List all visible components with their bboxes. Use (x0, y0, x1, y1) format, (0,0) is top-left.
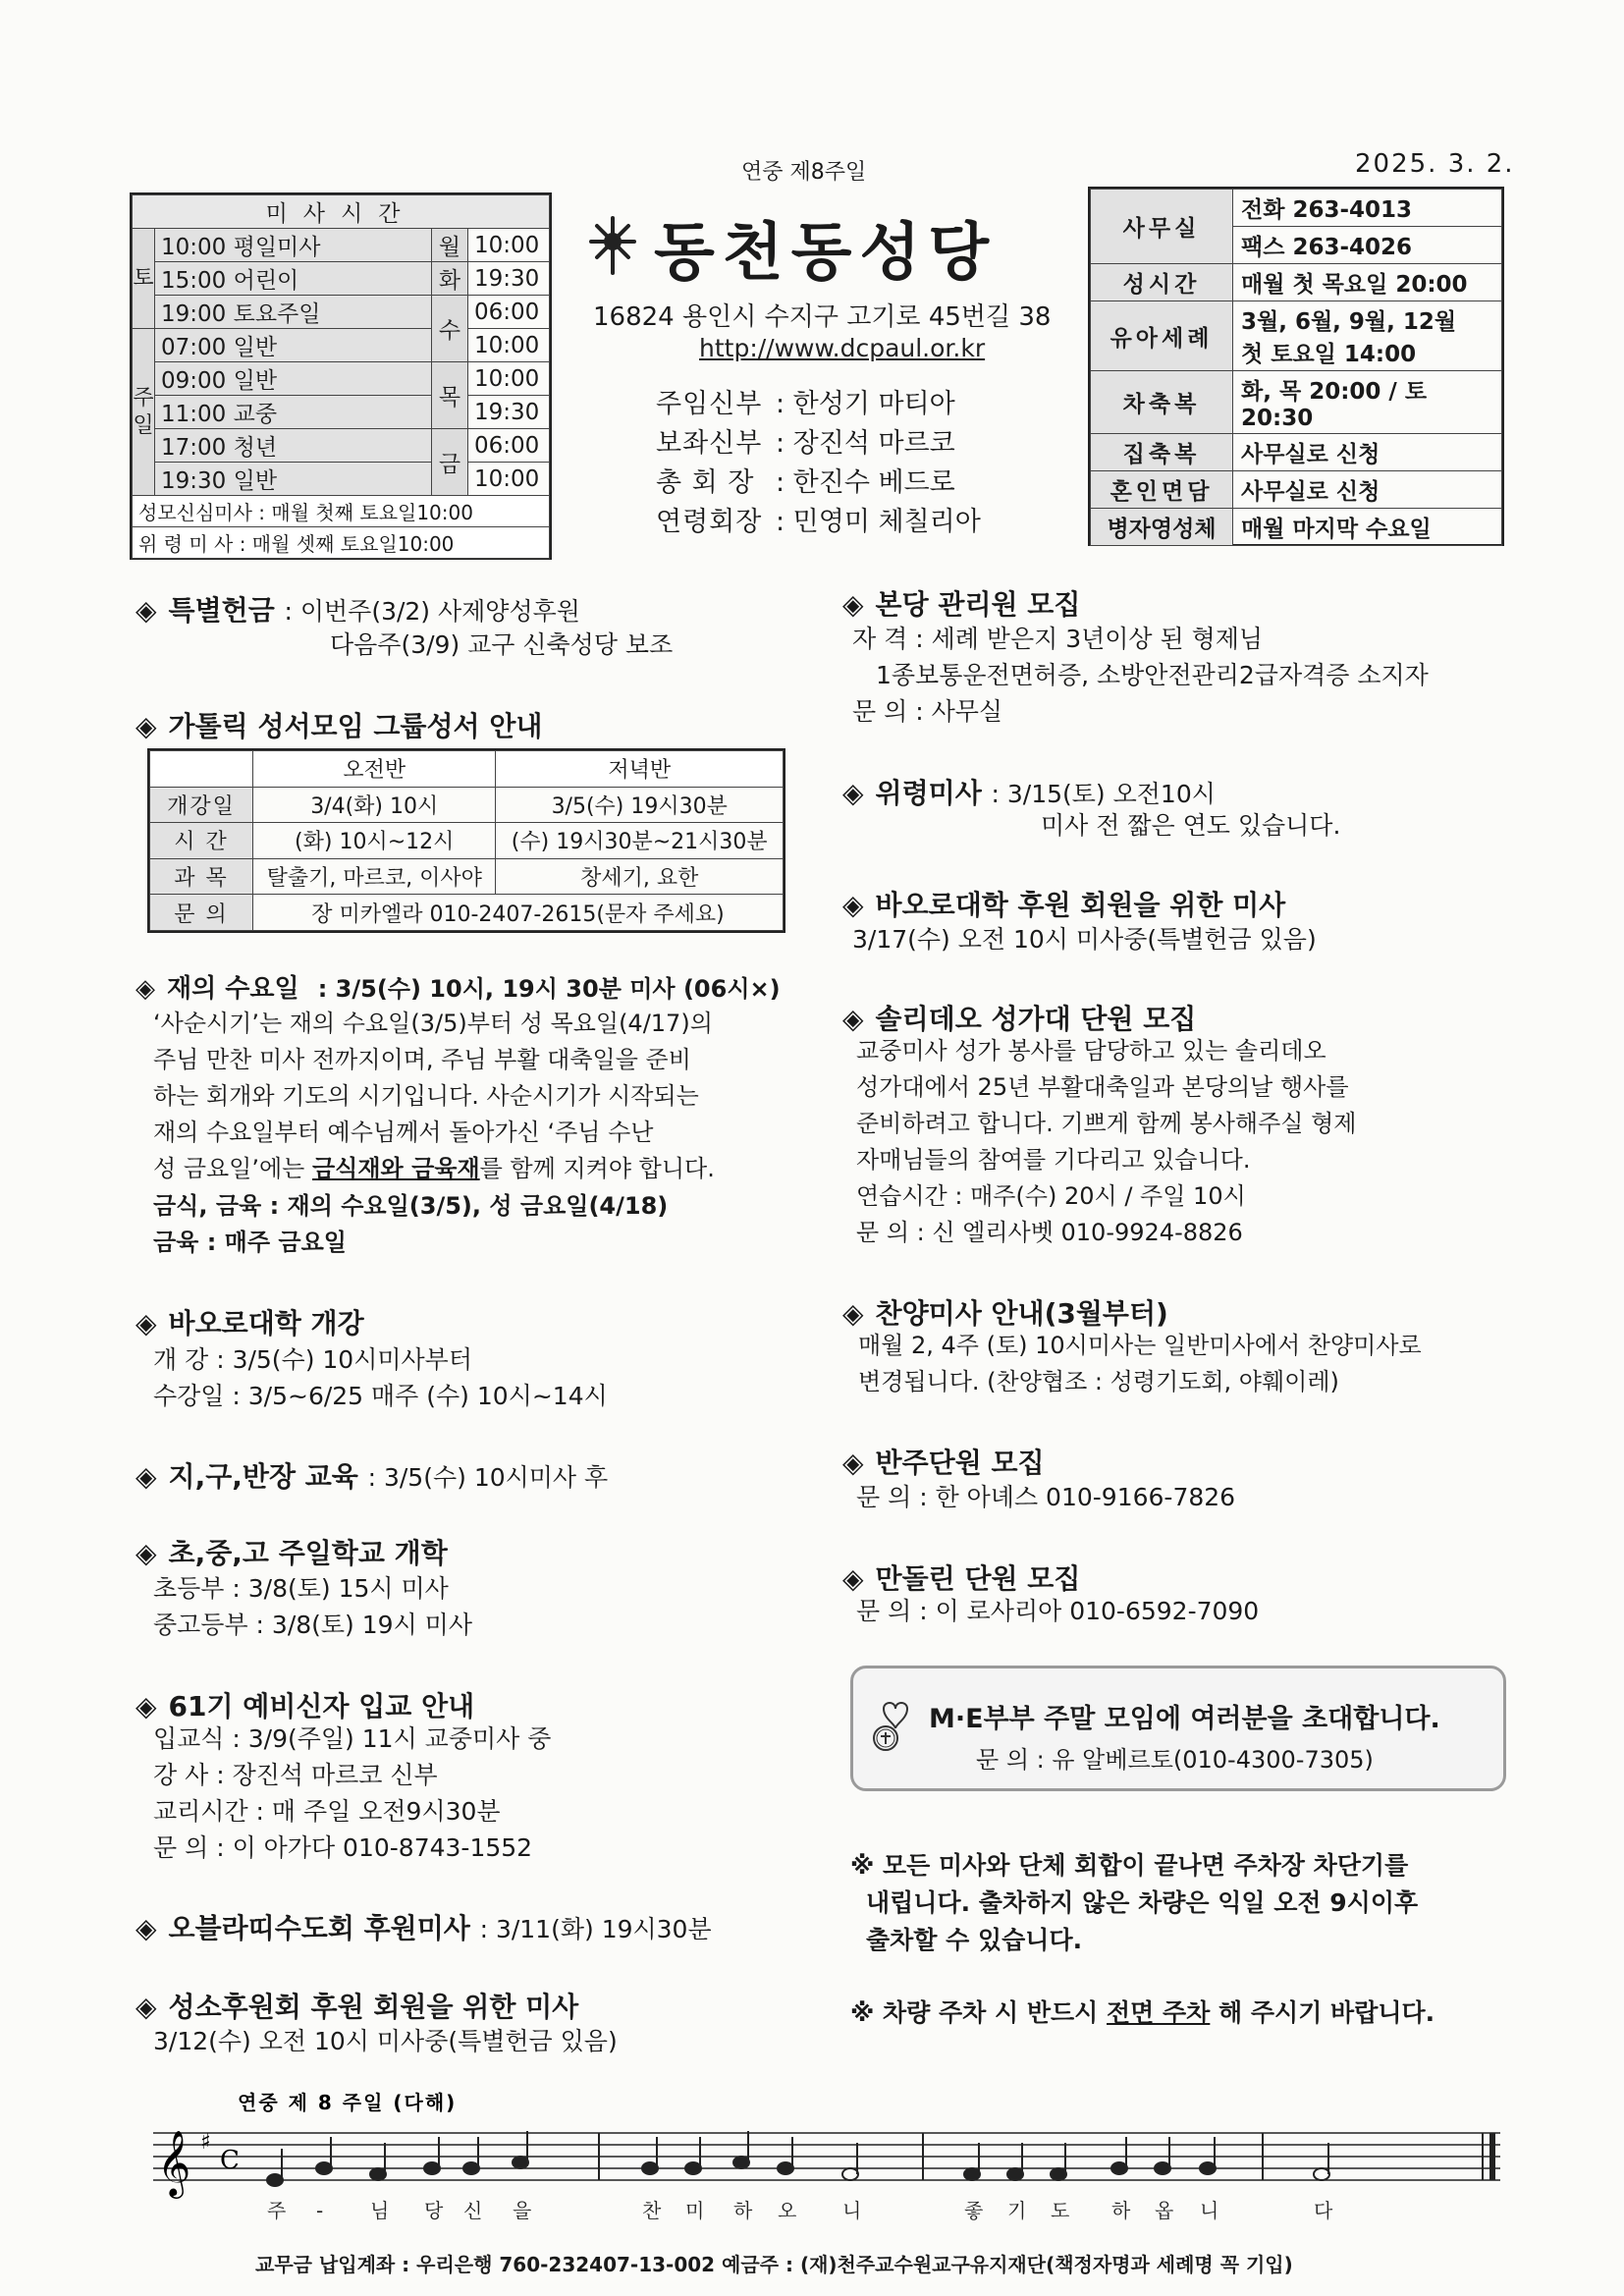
church-website-link[interactable]: http://www.dcpaul.or.kr (699, 334, 986, 362)
weekday-fri-time-1: 06:00 (468, 429, 550, 463)
fasting-rule-2: 금육 : 매주 금요일 (153, 1229, 347, 1256)
me-invitation-contact: 문 의 : 유 알베르토(010-4300-7305) (976, 1746, 1374, 1774)
mass-schedule-title: 미사시간 (133, 195, 550, 229)
ash-line-3: 하는 회개와 기도의 시기입니다. 사순시기가 시작되는 (153, 1082, 699, 1110)
ash-line-2: 주님 만찬 미사 전까지이며, 주님 부활 대축일을 준비 (153, 1046, 691, 1073)
choir-title: ◈ 솔리데오 성가대 단원 모집 (842, 1003, 1197, 1035)
hymn-title: 연중 제 8 주일 (다해) (238, 2092, 458, 2114)
diamond-bullet-icon: ◈ (135, 1991, 157, 2023)
choir-line-1: 교중미사 성가 봉사를 담당하고 있는 솔리데오 (856, 1037, 1326, 1065)
treble-clef-icon: 𝄞 (157, 2129, 191, 2196)
office-label: 사무실 (1091, 190, 1233, 264)
bible-row-label: 시 간 (150, 823, 253, 859)
front-parking-notice: ※ 차량 주차 시 반드시 전면 주차 해 주시기 바랍니다. (850, 1998, 1435, 2027)
holy-hour-value: 매월 첫 목요일 20:00 (1233, 264, 1502, 301)
bible-cell: 탈출기, 마르코, 이사야 (253, 858, 496, 895)
note-head (733, 2157, 749, 2168)
diamond-bullet-icon: ◈ (135, 1460, 157, 1493)
catechumen-line-1: 입교식 : 3/9(주일) 11시 교중미사 중 (153, 1724, 552, 1753)
lyric-syllable: 신 (463, 2199, 483, 2222)
sun-mass-5: 19:30 일반 (155, 463, 432, 496)
note-head (513, 2157, 528, 2168)
bible-cell: 창세기, 요한 (496, 858, 784, 895)
weekday-tue-time: 19:30 (468, 262, 550, 296)
sun-mass-4: 17:00 청년 (155, 429, 432, 463)
vocation-mass-title: ◈ 성소후원회 후원 회원을 위한 미사 (135, 1991, 579, 2023)
clergy-row: 보좌신부 : 장진석 마르코 (656, 428, 955, 459)
note-head (1314, 2168, 1329, 2180)
weekday-tue: 화 (432, 262, 468, 296)
church-address: 16824 용인시 수지구 고기로 45번길 38 (593, 302, 1052, 332)
paul-support-mass-title: ◈ 바오로대학 후원 회원을 위한 미사 (842, 889, 1286, 921)
lyric-syllable: 주 (267, 2199, 287, 2222)
bible-cell: (화) 10시~12시 (253, 823, 496, 859)
office-info-box (1088, 187, 1504, 546)
parking-notice-line-1: ※ 모든 미사와 단체 회합이 끝나면 주차장 차단기를 (850, 1851, 1409, 1880)
sunday-school-line-1: 초등부 : 3/8(토) 15시 미사 (153, 1574, 449, 1603)
vocation-mass-line: 3/12(수) 오전 10시 미사중(특별헌금 있음) (153, 2027, 618, 2055)
catechumen-line-3: 교리시간 : 매 주일 오전9시30분 (153, 1797, 501, 1826)
rings-heart-icon (864, 1695, 925, 1756)
infant-baptism-value: 3월, 6월, 9월, 12월 첫 토요일 14:00 (1233, 301, 1502, 371)
note-head (778, 2162, 793, 2174)
accompanist-contact: 문 의 : 한 아녜스 010-9166-7826 (856, 1483, 1236, 1511)
weekday-fri: 금 (432, 429, 468, 496)
diamond-bullet-icon: ◈ (842, 777, 864, 809)
bible-col-evening: 저녁반 (496, 751, 784, 788)
ash-wednesday-title: ◈ 재의 수요일 : 3/5(수) 10시, 19시 30분 미사 (06시×) (135, 974, 781, 1004)
weekday-wed-time-1: 06:00 (468, 296, 550, 329)
note-head (1007, 2168, 1023, 2180)
choir-contact: 문 의 : 신 엘리사벳 010-9924-8826 (856, 1219, 1243, 1246)
diamond-bullet-icon: ◈ (135, 710, 157, 742)
lyric-syllable: - (316, 2199, 324, 2222)
church-logo-icon (585, 214, 640, 277)
weekday-mon: 월 (432, 229, 468, 262)
clergy-row: 주임신부 : 한성기 마티아 (656, 389, 955, 419)
lyric-syllable: 다 (1314, 2199, 1333, 2222)
bible-cell: 3/5(수) 19시30분 (496, 787, 784, 823)
notes (267, 2131, 1329, 2186)
fasting-rule-1: 금식, 금육 : 재의 수요일(3/5), 성 금요일(4/18) (153, 1192, 669, 1220)
requiem-mass-note: 위 령 미 사 : 매월 셋째 토요일10:00 (133, 527, 550, 559)
note-head (1155, 2162, 1170, 2174)
oblate-mass-title: ◈ 오블라띠수도회 후원미사 : 3/11(화) 19시30분 (135, 1912, 712, 1944)
note-head (642, 2162, 658, 2174)
bible-group-table (149, 750, 784, 931)
district-education-title: ◈ 지,구,반장 교육 : 3/5(수) 10시미사 후 (135, 1460, 609, 1493)
lyric-syllable: 하 (733, 2199, 753, 2222)
marriage-interview-label: 혼인면담 (1091, 471, 1233, 509)
lyric-syllable: 오 (778, 2199, 797, 2222)
lyric-syllable: 니 (842, 2199, 862, 2222)
diamond-bullet-icon: ◈ (842, 1003, 864, 1035)
choir-line-4: 자매님들의 참여를 기다리고 있습니다. (856, 1146, 1251, 1174)
sick-communion-label: 병자영성체 (1091, 509, 1233, 546)
note-head (424, 2162, 440, 2174)
staff-lines (153, 2133, 1500, 2180)
lyric-syllable: 옵 (1155, 2199, 1174, 2222)
paul-univ-line-1: 개 강 : 3/5(수) 10시미사부터 (153, 1345, 472, 1374)
lyric-syllable: 당 (424, 2199, 444, 2222)
weekday-thu: 목 (432, 362, 468, 429)
marriage-interview-value: 사무실로 신청 (1233, 471, 1502, 509)
sat-mass-2: 15:00 어린이 (155, 262, 432, 296)
car-blessing-label: 차축복 (1091, 371, 1233, 434)
note-head (685, 2162, 701, 2174)
weekday-wed-time-2: 10:00 (468, 329, 550, 362)
bible-header-blank (150, 751, 253, 788)
sick-communion-value: 매월 마지막 수요일 (1233, 509, 1502, 546)
lyric-syllable: 기 (1007, 2199, 1027, 2222)
weekday-thu-time-1: 10:00 (468, 362, 550, 396)
key-signature: ♯ (200, 2130, 211, 2155)
caretaker-title: ◈ 본당 관리원 모집 (842, 588, 1081, 621)
praise-mass-line-2: 변경됩니다. (찬양협조 : 성령기도회, 야훼이레) (858, 1368, 1339, 1395)
parking-notice-line-3: 출차할 수 있습니다. (866, 1926, 1083, 1954)
note-head (463, 2162, 479, 2174)
catechumen-title: ◈ 61기 예비신자 입교 안내 (135, 1690, 475, 1722)
church-name: 동천동성당 (654, 217, 998, 290)
praise-mass-title: ◈ 찬양미사 안내(3월부터) (842, 1297, 1168, 1330)
accompanist-title: ◈ 반주단원 모집 (842, 1447, 1045, 1479)
me-invitation-title: M·E부부 주말 모임에 여러분을 초대합니다. (929, 1704, 1440, 1734)
ash-line-5: 성 금요일’에는 금식재와 금육재를 함께 지켜야 합니다. (153, 1155, 715, 1182)
lyric-syllable: 님 (370, 2199, 390, 2222)
house-blessing-label: 집축복 (1091, 434, 1233, 471)
clergy-list (656, 385, 981, 542)
requiem-mass-line: 미사 전 짧은 연도 있습니다. (1041, 811, 1341, 840)
choir-line-2: 성가대에서 25년 부활대축일과 본당의날 행사를 (856, 1073, 1349, 1101)
bible-cell: 3/4(화) 10시 (253, 787, 496, 823)
note-head (316, 2162, 332, 2174)
bible-contact: 장 미카엘라 010-2407-2615(문자 주세요) (253, 895, 784, 931)
note-head (1111, 2162, 1127, 2174)
choir-line-3: 준비하려고 합니다. 기쁘게 함께 봉사해주실 형제 (856, 1110, 1357, 1137)
lyric-syllable: 찬 (642, 2199, 662, 2222)
requiem-mass-title: ◈ 위령미사 : 3/15(토) 오전10시 (842, 777, 1216, 809)
paul-univ-line-2: 수강일 : 3/5~6/25 매주 (수) 10시~14시 (153, 1382, 608, 1410)
clergy-row: 연령회장 : 민영미 체칠리아 (656, 507, 981, 537)
infant-baptism-label: 유아세례 (1091, 301, 1233, 371)
diamond-bullet-icon: ◈ (135, 1537, 157, 1569)
bible-group-title: ◈ 가톨릭 성서모임 그룹성서 안내 (135, 710, 543, 742)
lyric-syllable: 도 (1051, 2199, 1070, 2222)
caretaker-line-1: 자 격 : 세례 받은지 3년이상 된 형제님 (852, 625, 1264, 653)
bible-cell: (수) 19시30분~21시30분 (496, 823, 784, 859)
praise-mass-line-1: 매월 2, 4주 (토) 10시미사는 일반미사에서 찬양미사로 (858, 1332, 1422, 1359)
lyrics (267, 2199, 1333, 2222)
lyric-syllable: 을 (513, 2199, 532, 2222)
office-fax: 팩스 263-4026 (1233, 227, 1502, 264)
note-head (1051, 2168, 1066, 2180)
weekday-fri-time-2: 10:00 (468, 463, 550, 496)
car-blessing-value: 화, 목 20:00 / 토 20:30 (1233, 371, 1502, 434)
hymn-score (147, 2092, 1506, 2229)
catechumen-line-4: 문 의 : 이 아가다 010-8743-1552 (153, 1833, 533, 1862)
diamond-bullet-icon: ◈ (135, 594, 157, 627)
diamond-bullet-icon: ◈ (842, 889, 864, 921)
bible-row-label: 개강일 (150, 787, 253, 823)
choir-practice-time: 연습시간 : 매주(수) 20시 / 주일 10시 (856, 1182, 1246, 1210)
diamond-bullet-icon: ◈ (135, 1912, 157, 1944)
sun-mass-1: 07:00 일반 (155, 329, 432, 362)
diamond-bullet-icon: ◈ (842, 1562, 864, 1595)
ash-line-1: ‘사순시기’는 재의 수요일(3/5)부터 성 목요일(4/17)의 (153, 1010, 713, 1037)
marian-mass-note: 성모신심미사 : 매월 첫째 토요일10:00 (133, 496, 550, 527)
diamond-bullet-icon: ◈ (135, 1307, 157, 1339)
mass-schedule-table (132, 194, 550, 559)
note-head (1200, 2162, 1216, 2174)
note-head (370, 2168, 386, 2180)
diamond-bullet-icon: ◈ (135, 1690, 157, 1722)
diamond-bullet-icon: ◈ (842, 1447, 864, 1479)
diamond-bullet-icon: ◈ (842, 1297, 864, 1330)
bible-row-label: 과 목 (150, 858, 253, 895)
note-head (964, 2168, 980, 2180)
sat-mass-3: 19:00 토요주일 (155, 296, 432, 329)
bible-col-morning: 오전반 (253, 751, 496, 788)
mandolin-title: ◈ 만돌린 단원 모집 (842, 1562, 1081, 1595)
issue-date: 2025. 3. 2. (1355, 149, 1515, 179)
note-head (842, 2168, 858, 2180)
lyric-syllable: 좋 (964, 2199, 984, 2222)
lyric-syllable: 미 (685, 2199, 705, 2222)
parking-notice-line-2: 내립니다. 출차하지 않은 차량은 익일 오전 9시이후 (866, 1888, 1419, 1917)
clergy-row: 총 회 장 : 한진수 베드로 (656, 467, 955, 498)
mandolin-contact: 문 의 : 이 로사리아 010-6592-7090 (856, 1597, 1260, 1625)
time-signature: C (220, 2146, 240, 2175)
weekday-thu-time-2: 19:30 (468, 396, 550, 429)
offering-account-info: 교무금 납입계좌 : 우리은행 760-232407-13-002 예금주 : (재)천주교수원교구유지재단(책정자명과 세례명 꼭 기입) (255, 2253, 1293, 2276)
holy-hour-label: 성시간 (1091, 264, 1233, 301)
paul-support-mass-line: 3/17(수) 오전 10시 미사중(특별헌금 있음) (852, 925, 1317, 954)
special-offering-title: ◈ 특별헌금 : 이번주(3/2) 사제양성후원 (135, 594, 580, 627)
lyric-syllable: 하 (1111, 2199, 1131, 2222)
bible-group-box (147, 748, 785, 933)
sun-mass-3: 11:00 교중 (155, 396, 432, 429)
saturday-label: 토 (133, 229, 155, 329)
paul-univ-title: ◈ 바오로대학 개강 (135, 1307, 364, 1339)
caretaker-line-2: 1종보통운전면허증, 소방안전관리2급자격증 소지자 (876, 661, 1429, 689)
weekday-mon-time: 10:00 (468, 229, 550, 262)
lyric-syllable: 니 (1200, 2199, 1219, 2222)
diamond-bullet-icon: ◈ (135, 974, 155, 1004)
catechumen-line-2: 강 사 : 장진석 마르코 신부 (153, 1761, 438, 1789)
sunday-school-title: ◈ 초,중,고 주일학교 개학 (135, 1537, 448, 1569)
house-blessing-value: 사무실로 신청 (1233, 434, 1502, 471)
office-info-table (1090, 189, 1502, 546)
week-label: 연중 제8주일 (741, 160, 867, 185)
sun-mass-2: 09:00 일반 (155, 362, 432, 396)
sunday-label: 주일 (133, 329, 155, 496)
office-phone: 전화 263-4013 (1233, 190, 1502, 227)
note-head (267, 2174, 283, 2186)
diamond-bullet-icon: ◈ (842, 588, 864, 621)
mass-schedule-box (130, 192, 552, 560)
special-offering-next: 다음주(3/9) 교구 신축성당 보조 (330, 630, 674, 659)
weekday-wed: 수 (432, 296, 468, 362)
caretaker-line-3: 문 의 : 사무실 (852, 697, 1003, 726)
sat-mass-1: 10:00 평일미사 (155, 229, 432, 262)
ash-line-4: 재의 수요일부터 예수님께서 돌아가신 ‘주님 수난 (153, 1119, 654, 1146)
bible-row-label: 문 의 (150, 895, 253, 931)
sunday-school-line-2: 중고등부 : 3/8(토) 19시 미사 (153, 1611, 472, 1639)
